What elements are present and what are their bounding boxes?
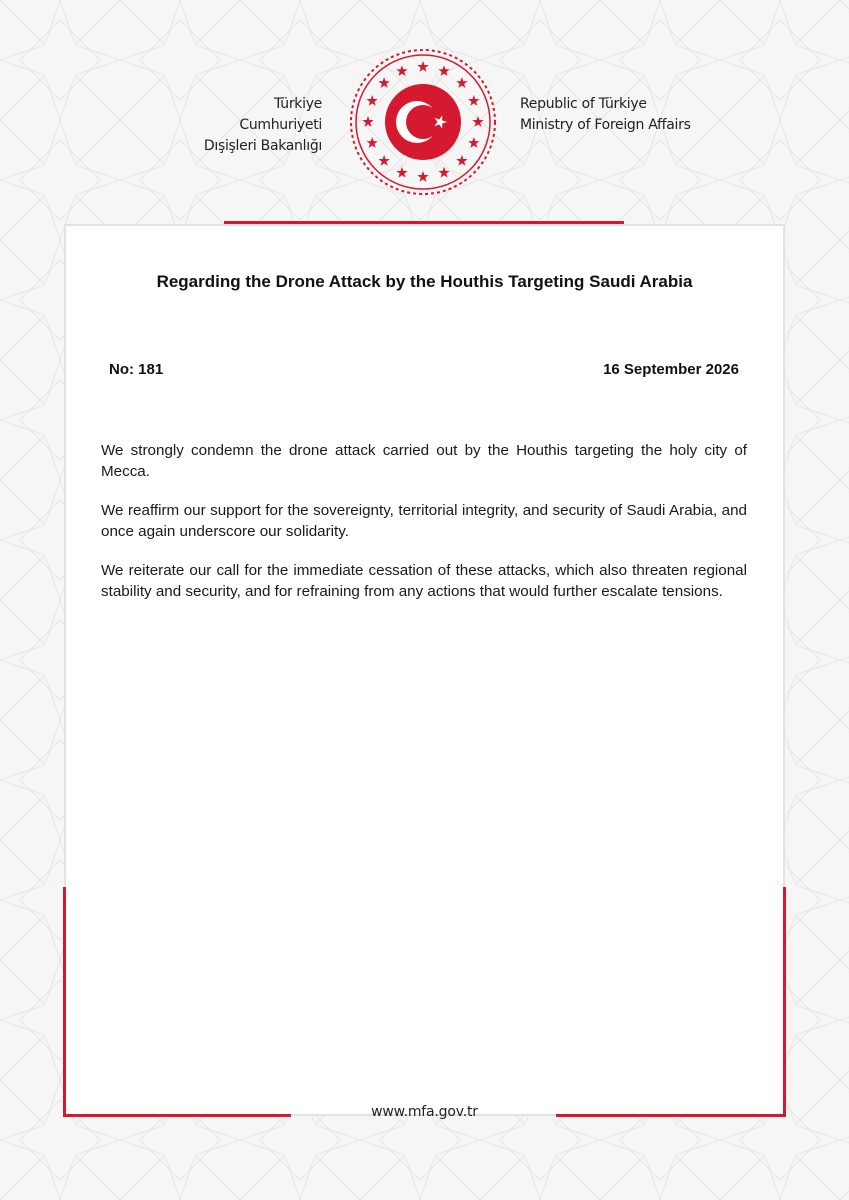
paragraph-1: We strongly condemn the drone attack carried out by the Houthis targeting the holy city of Mecca. [101,442,747,480]
seal-star-icon [438,167,449,178]
left-red-corner-vertical [63,887,66,1117]
right-red-corner-vertical [783,887,786,1117]
seal-star-icon [396,65,407,76]
seal-star-icon [468,137,479,148]
seal-star-icon [396,167,407,178]
document-body [101,440,747,620]
seal-star-icon [378,155,389,166]
seal-star-icon [366,137,377,148]
seal-star-icon [456,77,467,88]
seal-star-icon [468,95,479,106]
document-title: Regarding the Drone Attack by the Houthis Targeting Saudi Arabia [156,272,693,291]
header-left-line1: Türkiye Cumhuriyeti [239,96,322,133]
header-english-name [520,94,720,136]
paragraph-3: We reiterate our call for the immediate cessation of these attacks, which also threaten regional stability and security, and for refraining from any actions that would further escalate tensions. [101,562,747,600]
turkish-crescent-star-seal-icon [349,48,497,196]
seal-star-icon [378,77,389,88]
footer-website-link[interactable]: www.mfa.gov.tr [371,1104,478,1120]
header-turkish-name [190,94,322,157]
seal-star-icon [438,65,449,76]
document-number: No: 181 [109,361,164,378]
document-panel [64,224,785,1116]
header-left-line2: Dışişleri Bakanlığı [203,138,322,154]
seal-star-icon [366,95,377,106]
seal-star-icon [362,116,373,127]
header-right-line1: Republic of Türkiye [520,96,647,112]
header-right-line2: Ministry of Foreign Affairs [520,117,691,133]
paragraph-2: We reaffirm our support for the sovereignty, territorial integrity, and security of Saudi Arabia, and once again underscore our solidarity. [101,502,747,540]
seal-star-icon [417,171,428,182]
seal-star-icon [417,61,428,72]
top-red-rule [224,221,624,224]
document-date: 16 September 2026 [603,361,739,378]
seal-star-icon [456,155,467,166]
seal-star-icon [472,116,483,127]
